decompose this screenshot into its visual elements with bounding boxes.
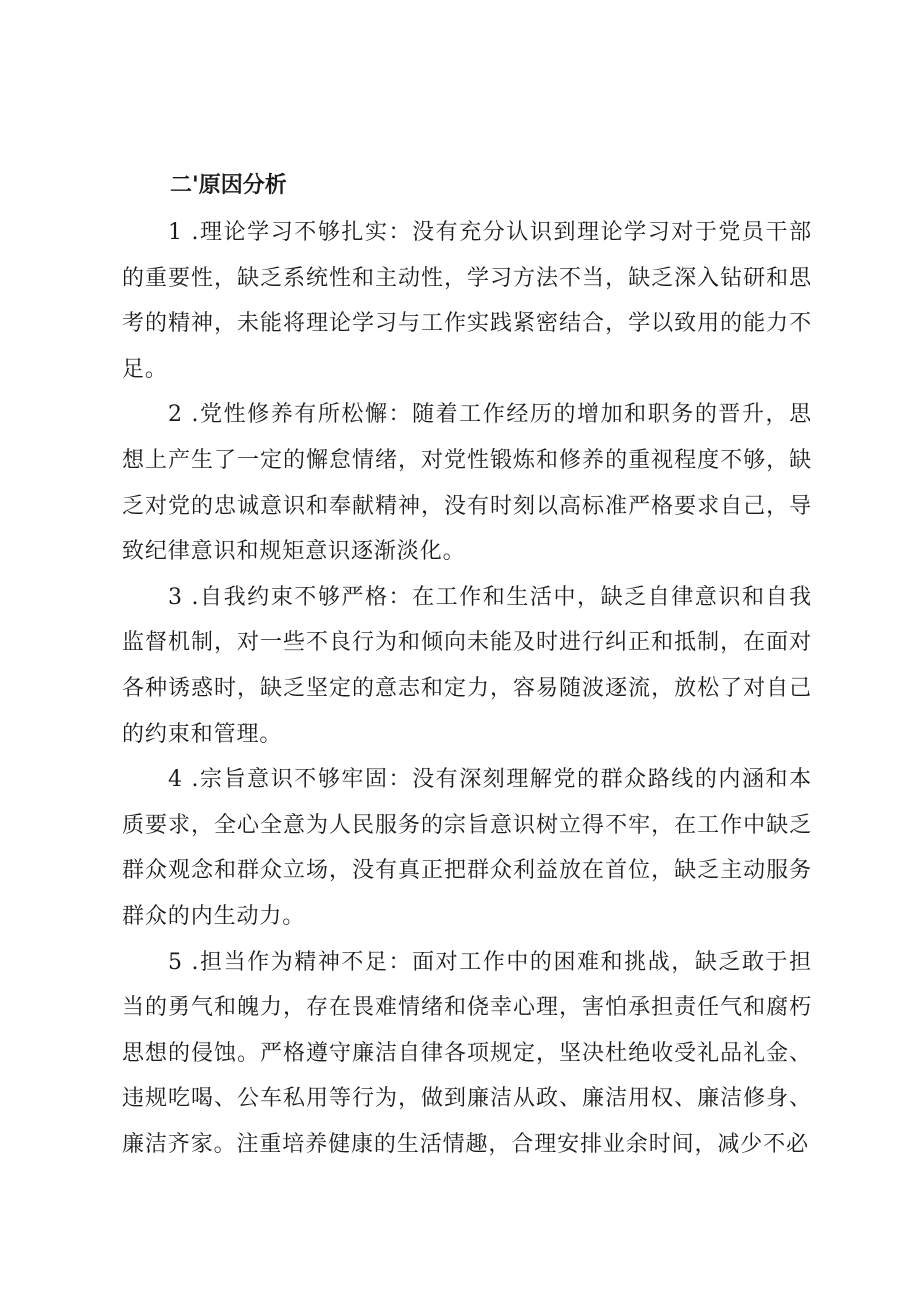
paragraph-3: 3 .自我约束不够严格：在工作和生活中，缺乏自律意识和自我监督机制，对一些不良行为和倾向未能及时进行纠正和抵制，在面对各种诱惑时，缺乏坚定的意志和定力，容易随波逐流，放松了对自己的约束和管理。 <box>122 584 812 747</box>
paragraph-1: 1 .理论学习不够扎实：没有充分认识到理论学习对于党员干部的重要性，缺乏系统性和主动性，学习方法不当，缺乏深入钻研和思考的精神，未能将理论学习与工作实践紧密结合，学以致用的能力不足。 <box>122 220 812 382</box>
paragraph-5: 5 .担当作为精神不足：面对工作中的困难和挑战，缺乏敢于担当的勇气和魄力，存在畏难情绪和侥幸心理，害怕承担责任气和腐朽思想的侵蚀。严格遵守廉洁自律各项规定，坚决杜绝收受礼品礼金、违规吃喝、公车私用等行为，做到廉洁从政、廉洁用权、廉洁修身、廉洁齐家。注重培养健康的生活情趣，合理安排业余时间，减少不必 <box>122 949 812 1157</box>
document-page <box>122 170 812 1167</box>
paragraph-2: 2 .党性修养有所松懈：随着工作经历的增加和职务的晋升，思想上产生了一定的懈怠情绪，对党性锻炼和修养的重视程度不够，缺乏对党的忠诚意识和奉献精神，没有时刻以高标准严格要求自己，导致纪律意识和规矩意识逐渐淡化。 <box>122 402 812 565</box>
section-heading: 二'原因分析 <box>170 173 287 198</box>
paragraph-4: 4 .宗旨意识不够牢固：没有深刻理解党的群众路线的内涵和本质要求，全心全意为人民服务的宗旨意识树立得不牢，在工作中缺乏群众观念和群众立场，没有真正把群众利益放在首位，缺乏主动服务群众的内生动力。 <box>122 767 812 929</box>
